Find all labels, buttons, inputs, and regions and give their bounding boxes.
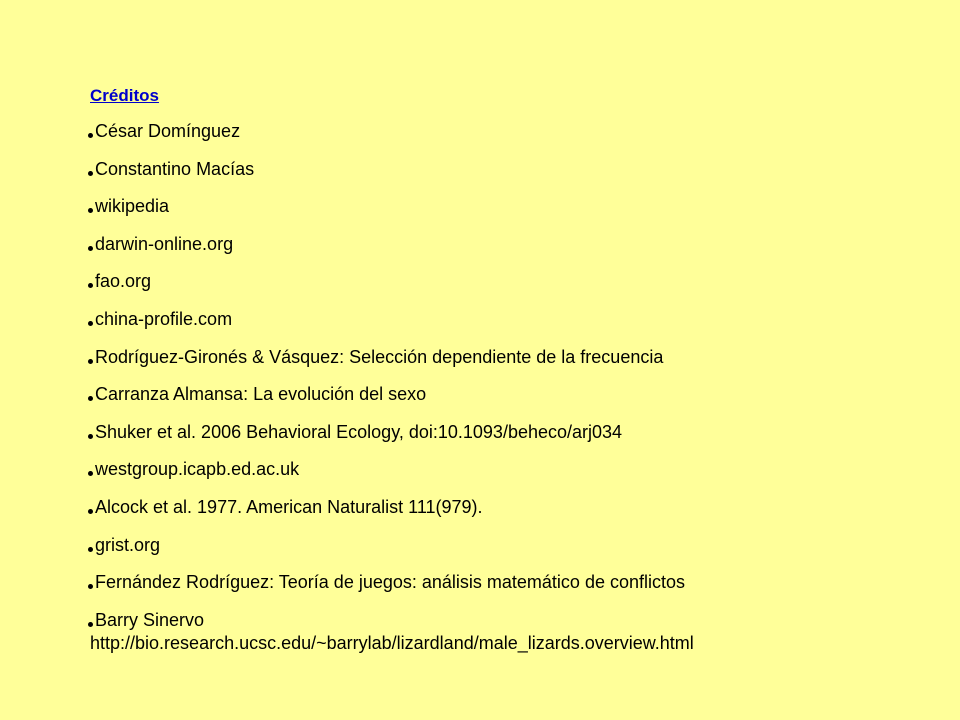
credit-text: grist.org: [95, 534, 161, 555]
bullet-icon: [88, 584, 93, 589]
bullet-icon: [88, 509, 93, 514]
bullet-icon: [88, 396, 93, 401]
list-item: [88, 496, 928, 519]
list-item: [88, 571, 928, 594]
credit-text: Fernández Rodríguez: Teoría de juegos: análisis matemático de conflictos: [95, 572, 685, 593]
credit-url-text: http://bio.research.ucsc.edu/~barrylab/lizardland/male_lizards.overview.html: [90, 632, 694, 653]
bullet-icon: [88, 471, 93, 476]
credit-text: Alcock et al. 1977. American Naturalist 111(979).: [95, 496, 483, 517]
bullet-icon: [88, 321, 93, 326]
bullet-icon: [88, 133, 93, 138]
bullet-icon: [88, 547, 93, 552]
list-item: [88, 458, 928, 481]
list-item: [88, 158, 928, 181]
credits-title-link[interactable]: Créditos: [90, 86, 159, 105]
credit-text: Carranza Almansa: La evolución del sexo: [95, 384, 427, 405]
credit-text: Barry Sinervo: [95, 609, 205, 630]
list-item: [88, 120, 928, 143]
bullet-icon: [88, 171, 93, 176]
bullet-icon: [88, 359, 93, 364]
credit-text: Shuker et al. 2006 Behavioral Ecology, doi:10.1093/beheco/arj034: [95, 421, 623, 442]
list-item: [88, 270, 928, 293]
bullet-icon: [88, 622, 93, 627]
list-item: [88, 308, 928, 331]
bullet-icon: [88, 434, 93, 439]
list-item: [88, 383, 928, 406]
bullet-icon: [88, 208, 93, 213]
list-item: [88, 233, 928, 256]
credit-text: Constantino Macías: [95, 158, 255, 179]
bullet-icon: [88, 283, 93, 288]
list-item: [88, 534, 928, 557]
credit-text: wikipedia: [95, 196, 170, 217]
bullet-icon: [88, 246, 93, 251]
credit-text: westgroup.icapb.ed.ac.uk: [95, 459, 300, 480]
list-item: [88, 195, 928, 218]
list-item: [88, 421, 928, 444]
credits-list: [88, 120, 928, 669]
credit-text: fao.org: [95, 271, 152, 292]
credit-text: Rodríguez-Gironés & Vásquez: Selección dependiente de la frecuencia: [95, 346, 664, 367]
list-item: [88, 609, 928, 655]
list-item: [88, 346, 928, 369]
credit-text: César Domínguez: [95, 121, 241, 141]
credit-text: darwin-online.org: [95, 233, 234, 254]
credit-text: china-profile.com: [95, 308, 233, 329]
